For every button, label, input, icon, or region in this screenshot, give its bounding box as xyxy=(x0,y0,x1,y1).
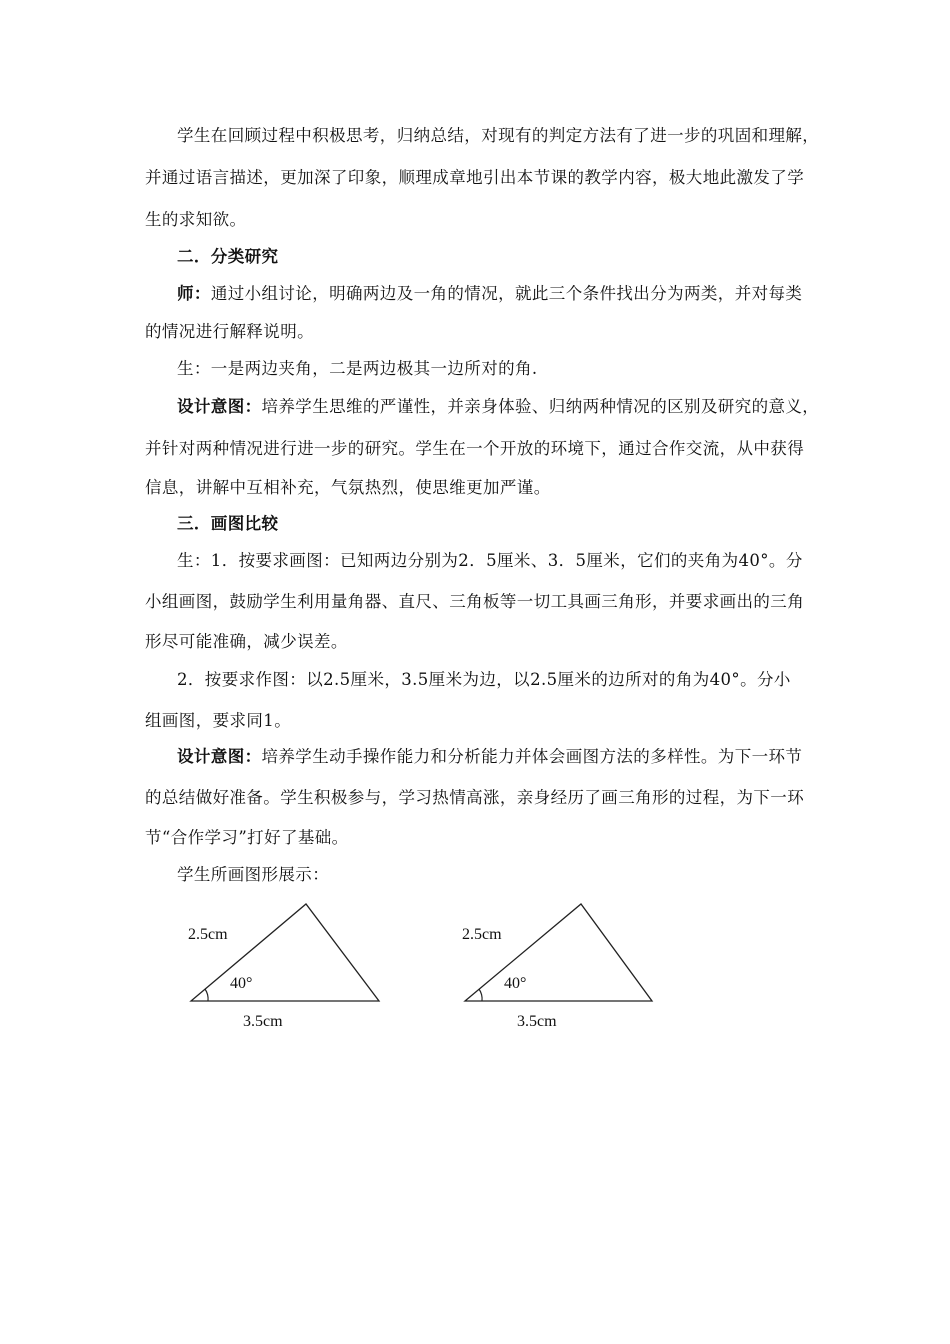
section-heading: 二．分类研究 xyxy=(177,247,279,266)
paragraph-line: 并通过语言描述，更加深了印象，顺理成章地引出本节课的教学内容，极大地此激发了学 xyxy=(145,168,805,187)
figure-caption: 学生所画图形展示： xyxy=(177,865,330,884)
paragraph-line: 的情况进行解释说明。 xyxy=(145,322,314,341)
section-heading: 三．画图比较 xyxy=(177,514,279,533)
paragraph-line: 生：一是两边夹角，二是两边极其一边所对的角. xyxy=(177,359,538,378)
design-intent-text: 培养学生动手操作能力和分析能力并体会画图方法的多样性。为下一环节 xyxy=(261,747,803,766)
triangle-shape xyxy=(191,904,379,1001)
paragraph-line xyxy=(177,284,802,304)
design-intent-label: 设计意图： xyxy=(177,747,262,766)
paragraph-line: 学生在回顾过程中积极思考，归纳总结，对现有的判定方法有了进一步的巩固和理解， xyxy=(177,126,820,145)
angle-arc xyxy=(479,989,482,1001)
base-label: 3.5cm xyxy=(243,1013,283,1030)
design-intent-text: 培养学生思维的严谨性，并亲身体验、归纳两种情况的区别及研究的意义， xyxy=(261,397,820,416)
teacher-label: 师： xyxy=(177,284,211,303)
paragraph-line: 信息，讲解中互相补充，气氛热烈，使思维更加严谨。 xyxy=(145,478,551,497)
side-label: 2.5cm xyxy=(188,926,228,943)
paragraph-line: 形尽可能准确，减少误差。 xyxy=(145,632,348,651)
paragraph-line xyxy=(177,397,819,417)
paragraph-line: 组画图，要求同1。 xyxy=(145,711,292,730)
paragraph-line xyxy=(177,747,802,767)
paragraph-line: 节“合作学习”打好了基础。 xyxy=(145,828,349,847)
paragraph-line: 小组画图，鼓励学生利用量角器、直尺、三角板等一切工具画三角形，并要求画出的三角 xyxy=(145,592,805,611)
base-label: 3.5cm xyxy=(517,1013,557,1030)
triangle-shape xyxy=(465,904,652,1001)
angle-arc xyxy=(205,989,208,1001)
paragraph-line: 生的求知欲。 xyxy=(145,210,247,229)
side-label: 2.5cm xyxy=(462,926,502,943)
teacher-text: 通过小组讨论，明确两边及一角的情况，就此三个条件找出分为两类，并对每类 xyxy=(210,284,803,303)
angle-label: 40° xyxy=(504,975,527,992)
paragraph-line: 的总结做好准备。学生积极参与，学习热情高涨，亲身经历了画三角形的过程，为下一环 xyxy=(145,788,805,807)
paragraph-line: 2．按要求作图：以2.5厘米，3.5厘米为边，以2.5厘米的边所对的角为40°。分小 xyxy=(177,670,791,689)
paragraph-line: 并针对两种情况进行进一步的研究。学生在一个开放的环境下，通过合作交流，从中获得 xyxy=(145,439,805,458)
triangle-figure-2 xyxy=(454,895,674,1040)
angle-label: 40° xyxy=(230,975,253,992)
triangle-figure-1 xyxy=(180,895,400,1040)
design-intent-label: 设计意图： xyxy=(177,397,262,416)
paragraph-line: 生：1．按要求画图：已知两边分别为2．5厘米、3．5厘米，它们的夹角为40°。分 xyxy=(177,551,803,570)
